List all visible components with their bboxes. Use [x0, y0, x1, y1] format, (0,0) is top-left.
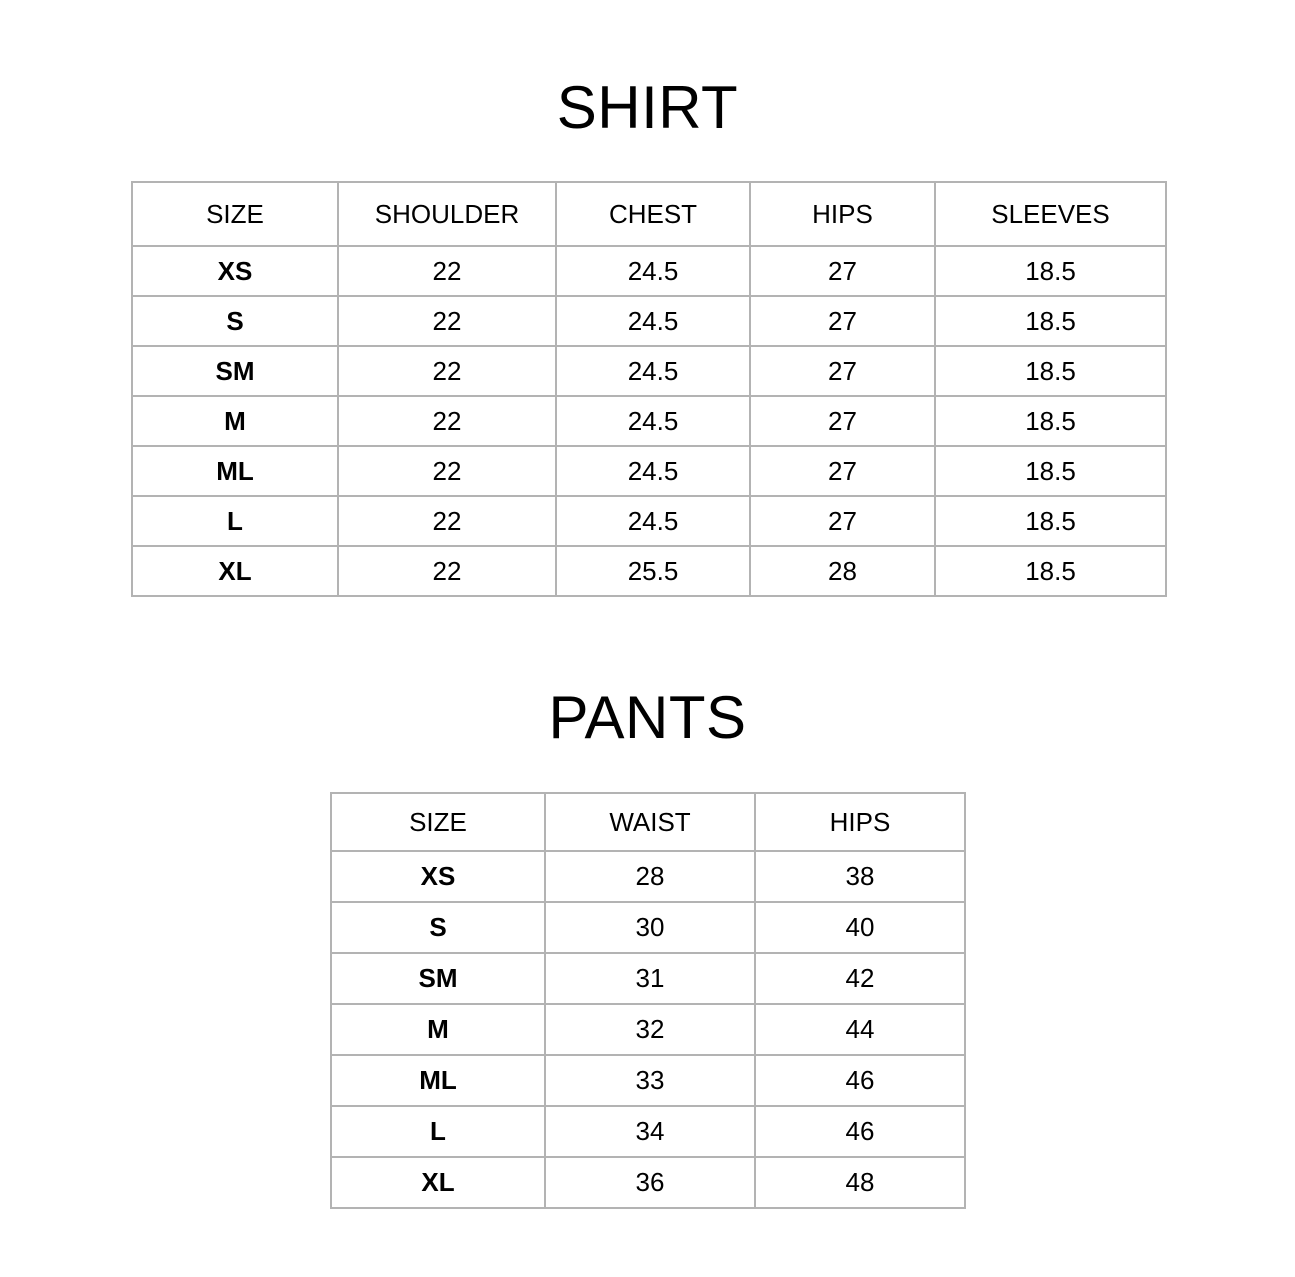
- shirt-table-row: [132, 296, 1166, 346]
- pants-header-size: SIZE: [331, 793, 545, 851]
- pants-title: PANTS: [548, 684, 747, 751]
- shirt-size-cell: M: [132, 396, 338, 446]
- shirt-title: SHIRT: [556, 74, 739, 141]
- pants-hips-cell: 40: [755, 902, 965, 953]
- pants-size-table: [330, 792, 966, 1209]
- shirt-shoulder-cell: 22: [338, 396, 556, 446]
- shirt-chest-cell: 24.5: [556, 446, 750, 496]
- pants-table-row: [331, 953, 965, 1004]
- pants-table-row: [331, 1004, 965, 1055]
- shirt-hips-cell: 27: [750, 346, 935, 396]
- pants-hips-cell: 48: [755, 1157, 965, 1208]
- pants-waist-cell: 36: [545, 1157, 755, 1208]
- shirt-chest-cell: 24.5: [556, 496, 750, 546]
- pants-waist-cell: 33: [545, 1055, 755, 1106]
- pants-hips-cell: 38: [755, 851, 965, 902]
- shirt-sleeves-cell: 18.5: [935, 496, 1166, 546]
- pants-hips-cell: 46: [755, 1055, 965, 1106]
- pants-waist-cell: 34: [545, 1106, 755, 1157]
- shirt-header-shoulder: SHOULDER: [338, 182, 556, 246]
- shirt-hips-cell: 28: [750, 546, 935, 596]
- shirt-size-cell: L: [132, 496, 338, 546]
- shirt-header-sleeves: SLEEVES: [935, 182, 1166, 246]
- pants-waist-cell: 31: [545, 953, 755, 1004]
- shirt-shoulder-cell: 22: [338, 246, 556, 296]
- shirt-hips-cell: 27: [750, 246, 935, 296]
- pants-waist-cell: 32: [545, 1004, 755, 1055]
- pants-size-cell: XL: [331, 1157, 545, 1208]
- shirt-hips-cell: 27: [750, 396, 935, 446]
- shirt-table-row: [132, 446, 1166, 496]
- shirt-header-chest: CHEST: [556, 182, 750, 246]
- pants-table-row: [331, 1055, 965, 1106]
- shirt-chest-cell: 25.5: [556, 546, 750, 596]
- pants-header-row: [331, 793, 965, 851]
- shirt-table-row: [132, 346, 1166, 396]
- shirt-table-row: [132, 246, 1166, 296]
- pants-table-row: [331, 851, 965, 902]
- pants-table-row: [331, 1157, 965, 1208]
- shirt-size-cell: ML: [132, 446, 338, 496]
- pants-waist-cell: 30: [545, 902, 755, 953]
- shirt-size-table: [131, 181, 1167, 597]
- shirt-shoulder-cell: 22: [338, 446, 556, 496]
- shirt-sleeves-cell: 18.5: [935, 346, 1166, 396]
- shirt-size-cell: XL: [132, 546, 338, 596]
- shirt-table-row: [132, 496, 1166, 546]
- shirt-shoulder-cell: 22: [338, 296, 556, 346]
- shirt-hips-cell: 27: [750, 496, 935, 546]
- shirt-header-size: SIZE: [132, 182, 338, 246]
- shirt-table-row: [132, 396, 1166, 446]
- shirt-shoulder-cell: 22: [338, 496, 556, 546]
- shirt-sleeves-cell: 18.5: [935, 446, 1166, 496]
- shirt-chest-cell: 24.5: [556, 296, 750, 346]
- pants-table-row: [331, 1106, 965, 1157]
- shirt-sleeves-cell: 18.5: [935, 296, 1166, 346]
- shirt-chest-cell: 24.5: [556, 346, 750, 396]
- pants-size-cell: ML: [331, 1055, 545, 1106]
- pants-size-cell: XS: [331, 851, 545, 902]
- shirt-size-cell: XS: [132, 246, 338, 296]
- pants-header-waist: WAIST: [545, 793, 755, 851]
- shirt-table-row: [132, 546, 1166, 596]
- shirt-hips-cell: 27: [750, 446, 935, 496]
- pants-hips-cell: 44: [755, 1004, 965, 1055]
- pants-size-cell: S: [331, 902, 545, 953]
- shirt-chest-cell: 24.5: [556, 246, 750, 296]
- shirt-size-cell: SM: [132, 346, 338, 396]
- shirt-size-cell: S: [132, 296, 338, 346]
- shirt-header-row: [132, 182, 1166, 246]
- pants-waist-cell: 28: [545, 851, 755, 902]
- pants-size-cell: L: [331, 1106, 545, 1157]
- shirt-sleeves-cell: 18.5: [935, 246, 1166, 296]
- shirt-chest-cell: 24.5: [556, 396, 750, 446]
- pants-table-row: [331, 902, 965, 953]
- pants-size-cell: M: [331, 1004, 545, 1055]
- pants-size-cell: SM: [331, 953, 545, 1004]
- shirt-hips-cell: 27: [750, 296, 935, 346]
- shirt-sleeves-cell: 18.5: [935, 546, 1166, 596]
- pants-header-hips: HIPS: [755, 793, 965, 851]
- shirt-header-hips: HIPS: [750, 182, 935, 246]
- shirt-shoulder-cell: 22: [338, 546, 556, 596]
- pants-hips-cell: 42: [755, 953, 965, 1004]
- shirt-sleeves-cell: 18.5: [935, 396, 1166, 446]
- pants-hips-cell: 46: [755, 1106, 965, 1157]
- shirt-shoulder-cell: 22: [338, 346, 556, 396]
